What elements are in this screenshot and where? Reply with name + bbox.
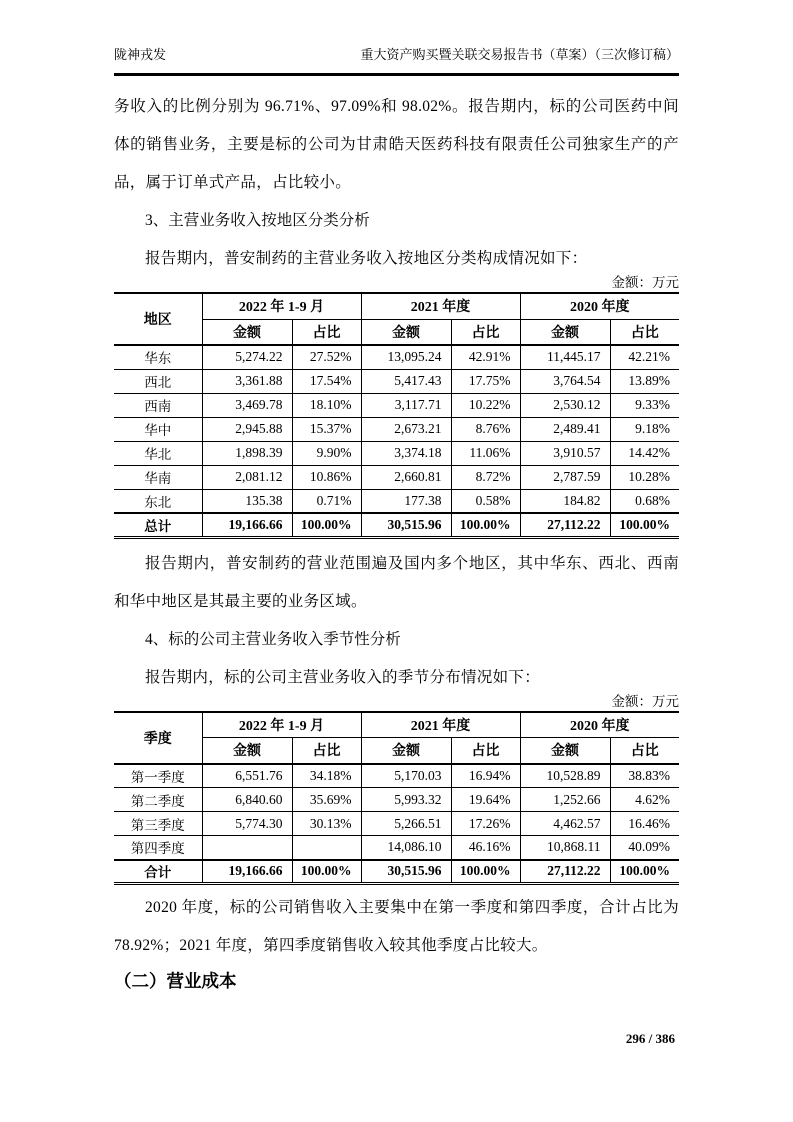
table-cell: 3,764.54	[520, 369, 610, 393]
table-sub-header: 占比	[451, 738, 520, 764]
table-cell: 2,673.21	[361, 417, 451, 441]
table-cell	[202, 836, 292, 860]
table-corner-header: 季度	[114, 712, 202, 764]
total-label: 合计	[114, 860, 202, 884]
table-sub-header: 占比	[610, 319, 679, 345]
section-heading-operating-cost: （二）营业成本	[114, 971, 237, 991]
row-label: 华北	[114, 441, 202, 465]
table-cell: 17.54%	[292, 369, 361, 393]
table-cell: 3,117.71	[361, 393, 451, 417]
table-period-header: 2020 年度	[520, 712, 679, 738]
table-sub-header: 占比	[451, 319, 520, 345]
table-sub-header: 金额	[520, 738, 610, 764]
table-row	[114, 441, 679, 465]
table-cell: 16.94%	[451, 764, 520, 788]
table-row	[114, 764, 679, 788]
season-revenue-table	[114, 711, 679, 886]
total-cell: 100.00%	[451, 860, 520, 884]
table-cell: 0.68%	[610, 489, 679, 513]
table-cell: 2,660.81	[361, 465, 451, 489]
table-row	[114, 417, 679, 441]
table-cell: 10.86%	[292, 465, 361, 489]
table-sub-header: 金额	[202, 738, 292, 764]
table-cell: 8.72%	[451, 465, 520, 489]
table-cell: 2,530.12	[520, 393, 610, 417]
table-cell: 14,086.10	[361, 836, 451, 860]
table-cell: 30.13%	[292, 812, 361, 836]
table-cell: 2,081.12	[202, 465, 292, 489]
unit-label-season-table: 金额：万元	[611, 693, 679, 709]
total-label: 总计	[114, 513, 202, 537]
table-sub-header: 占比	[292, 738, 361, 764]
table-row	[114, 465, 679, 489]
row-label: 东北	[114, 489, 202, 513]
total-cell: 30,515.96	[361, 513, 451, 537]
table-cell: 5,417.43	[361, 369, 451, 393]
region-revenue-table	[114, 292, 679, 539]
table-cell: 5,170.03	[361, 764, 451, 788]
table-cell: 19.64%	[451, 788, 520, 812]
header-company-name: 陇神戎发	[114, 47, 167, 62]
table-cell: 5,266.51	[361, 812, 451, 836]
table-sub-header: 金额	[520, 319, 610, 345]
table-cell: 17.75%	[451, 369, 520, 393]
header-rule	[114, 73, 679, 76]
table-period-header: 2022 年 1-9 月	[202, 712, 361, 738]
table-total-row	[114, 860, 679, 884]
row-label: 西北	[114, 369, 202, 393]
table-row	[114, 345, 679, 369]
table-sub-header: 占比	[292, 319, 361, 345]
table-cell: 10,868.11	[520, 836, 610, 860]
table-cell: 13.89%	[610, 369, 679, 393]
table-cell: 5,993.32	[361, 788, 451, 812]
table-cell: 2,489.41	[520, 417, 610, 441]
row-label: 西南	[114, 393, 202, 417]
table-cell: 3,910.57	[520, 441, 610, 465]
table-total-row	[114, 513, 679, 537]
table-row	[114, 393, 679, 417]
table-cell: 40.09%	[610, 836, 679, 860]
page-number: 296 / 386	[625, 1031, 675, 1046]
total-cell: 100.00%	[451, 513, 520, 537]
table-cell: 18.10%	[292, 393, 361, 417]
table-cell: 15.37%	[292, 417, 361, 441]
table-cell: 135.38	[202, 489, 292, 513]
row-label: 第二季度	[114, 788, 202, 812]
table-cell: 177.38	[361, 489, 451, 513]
row-label: 华中	[114, 417, 202, 441]
table-cell: 184.82	[520, 489, 610, 513]
table-cell: 2,787.59	[520, 465, 610, 489]
table-cell: 42.91%	[451, 345, 520, 369]
table-cell: 11,445.17	[520, 345, 610, 369]
table-cell: 3,361.88	[202, 369, 292, 393]
table-cell: 0.58%	[451, 489, 520, 513]
table-cell: 11.06%	[451, 441, 520, 465]
table-cell: 5,774.30	[202, 812, 292, 836]
table-cell: 1,252.66	[520, 788, 610, 812]
section-heading-seasonality: 4、标的公司主营业务收入季节性分析	[145, 630, 401, 648]
table-cell: 27.52%	[292, 345, 361, 369]
table-row	[114, 788, 679, 812]
table-cell: 46.16%	[451, 836, 520, 860]
row-label: 华南	[114, 465, 202, 489]
total-cell: 19,166.66	[202, 860, 292, 884]
total-cell: 100.00%	[610, 513, 679, 537]
table-cell: 9.90%	[292, 441, 361, 465]
table-cell: 9.18%	[610, 417, 679, 441]
table-cell: 0.71%	[292, 489, 361, 513]
table-cell: 8.76%	[451, 417, 520, 441]
table-cell: 3,374.18	[361, 441, 451, 465]
table-sub-header: 金额	[361, 738, 451, 764]
table-cell: 17.26%	[451, 812, 520, 836]
paragraph-season-intro: 报告期内，标的公司主营业务收入的季节分布情况如下：	[145, 668, 541, 686]
table-cell: 13,095.24	[361, 345, 451, 369]
header-report-title: 重大资产购买暨关联交易报告书（草案）（三次修订稿）	[360, 47, 679, 62]
table-sub-header: 占比	[610, 738, 679, 764]
table-cell: 10,528.89	[520, 764, 610, 788]
table-sub-header: 金额	[361, 319, 451, 345]
table-cell: 2,945.88	[202, 417, 292, 441]
table-period-header: 2021 年度	[361, 293, 520, 319]
table-cell: 34.18%	[292, 764, 361, 788]
unit-label-region-table: 金额：万元	[611, 275, 679, 290]
table-cell: 1,898.39	[202, 441, 292, 465]
section-heading-region-analysis: 3、主营业务收入按地区分类分析	[145, 212, 370, 229]
total-cell: 27,112.22	[520, 860, 610, 884]
table-corner-header: 地区	[114, 293, 202, 345]
paragraph-revenue-continuation: 务收入的比例分别为 96.71%、97.09%和 98.02%。报告期内，标的公司医药中间体的销售业务，主要是标的公司为甘肃皓天医药科技有限责任公司独家生产的产品，属于订单式产品，占比较小。	[114, 98, 679, 191]
paragraph-region-summary: 报告期内，普安制药的营业范围遍及国内多个地区，其中华东、西北、西南和华中地区是其最主要的业务区域。	[114, 554, 679, 610]
total-cell: 100.00%	[292, 860, 361, 884]
table-cell: 5,274.22	[202, 345, 292, 369]
table-cell: 3,469.78	[202, 393, 292, 417]
table-row	[114, 836, 679, 860]
table-row	[114, 369, 679, 393]
table-cell: 42.21%	[610, 345, 679, 369]
table-cell: 10.28%	[610, 465, 679, 489]
table-period-header: 2021 年度	[361, 712, 520, 738]
table-cell: 38.83%	[610, 764, 679, 788]
table-cell: 14.42%	[610, 441, 679, 465]
table-cell: 9.33%	[610, 393, 679, 417]
total-cell: 30,515.96	[361, 860, 451, 884]
table-cell: 16.46%	[610, 812, 679, 836]
total-cell: 100.00%	[292, 513, 361, 537]
table-row	[114, 812, 679, 836]
table-cell: 10.22%	[451, 393, 520, 417]
table-period-header: 2020 年度	[520, 293, 679, 319]
table-cell: 6,840.60	[202, 788, 292, 812]
table-sub-header: 金额	[202, 319, 292, 345]
table-cell	[292, 836, 361, 860]
table-period-header: 2022 年 1-9 月	[202, 293, 361, 319]
running-header	[114, 45, 679, 73]
row-label: 第三季度	[114, 812, 202, 836]
table-cell: 6,551.76	[202, 764, 292, 788]
table-row	[114, 489, 679, 513]
paragraph-region-intro: 报告期内，普安制药的主营业务收入按地区分类构成情况如下：	[145, 250, 588, 267]
row-label: 第四季度	[114, 836, 202, 860]
total-cell: 100.00%	[610, 860, 679, 884]
table-cell: 35.69%	[292, 788, 361, 812]
row-label: 第一季度	[114, 764, 202, 788]
paragraph-season-summary: 2020 年度，标的公司销售收入主要集中在第一季度和第四季度，合计占比为 78.92%；2021 年度，第四季度销售收入较其他季度占比较大。	[114, 899, 679, 954]
row-label: 华东	[114, 345, 202, 369]
total-cell: 27,112.22	[520, 513, 610, 537]
total-cell: 19,166.66	[202, 513, 292, 537]
table-cell: 4.62%	[610, 788, 679, 812]
table-cell: 4,462.57	[520, 812, 610, 836]
